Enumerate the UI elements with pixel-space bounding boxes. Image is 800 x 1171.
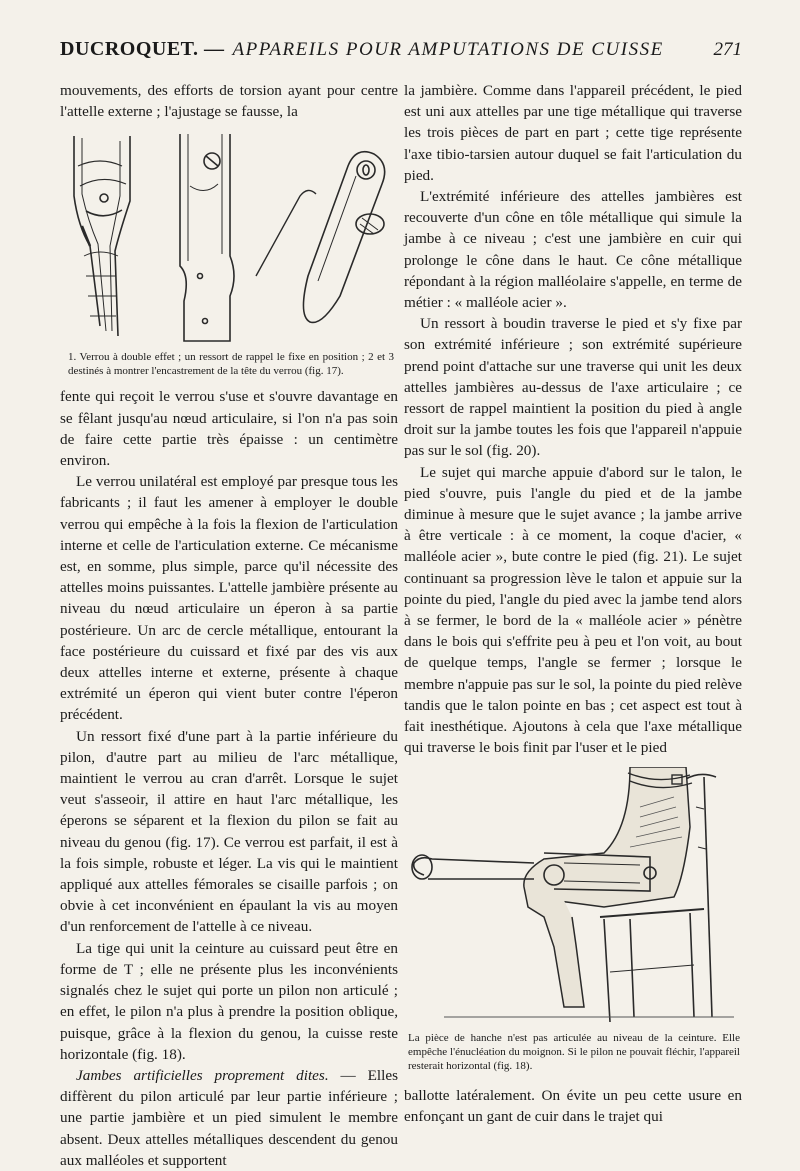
- right-column: [404, 80, 742, 1125]
- paragraph-tige: La tige qui unit la ceinture au cuissard peut être en forme de T ; elle ne présente plus les inconvénients signalés chez le sujet qui porte un pilon non articulé ; en effet, le pilon n'a plus à prendre la position oblique, puisque, grâce à la flexion du genou, la cuisse reste horizontale (fig. 18).: [60, 939, 398, 1063]
- figure-seated-amputee: [404, 767, 742, 1027]
- verrou-part-2: [180, 134, 234, 341]
- paragraph-extremite: L'extrémité inférieure des attelles jambières est recouverte d'un cône en tôle métallique qui simule la jambe à ce niveau ; c'est une jambière en cuir qui prolonge le cône dans le haut. Ce cône métallique répondant à la région malléolaire s'appelle, en terme de métier : « malléole acier ».: [404, 188, 742, 312]
- shading-lines: [444, 797, 734, 1017]
- paragraph-intro: mouvements, des efforts de torsion ayant pour centre l'attelle externe ; l'ajustage se fausse, la: [60, 82, 398, 121]
- paragraph-jambes: [60, 1065, 398, 1171]
- header-title: APPAREILS POUR AMPUTATIONS DE CUISSE: [232, 39, 664, 60]
- verrou-part-1: [74, 136, 130, 336]
- page-number: 271: [713, 39, 742, 60]
- verrou-part-3: [256, 152, 385, 323]
- running-header: [60, 38, 742, 72]
- paragraph-fente: fente qui reçoit le verrou s'use et s'ouvre davantage en se fêlant jusqu'au nœud articulaire, si l'on n'a pas soin de faire cette partie très épaisse : un centimètre environ.: [60, 388, 398, 470]
- paragraph-jambes-text: — Elles diffèrent du pilon articulé par leur partie inférieure ; une partie jambière et un pied simulent le membre absent. Deux attelles métalliques descendent du genou aux malléoles et supportent: [60, 1066, 398, 1169]
- section-title-jambes: Jambes artificielles proprement dites.: [76, 1066, 329, 1084]
- paragraph-ballotte: ballotte latéralement. On évite un peu cette usure en enfonçant un gant de cuir dans le trajet qui: [404, 1086, 742, 1125]
- verrou-illustration: [60, 126, 398, 348]
- paragraph-jambiere: la jambière. Comme dans l'appareil précédent, le pied est uni aux attelles par une tige métallique qui traverse les trois pièces de part en part ; cette tige représente l'axe tibio-tarsien autour duquel se fait l'articulation du pied.: [404, 82, 742, 184]
- left-column: [60, 80, 398, 1169]
- paragraph-verrou: Le verrou unilatéral est employé par presque tous les fabricants ; il faut les amener à employer le double verrou qui empêche à la fois la flexion de l'articulation interne et celle de l'articulation externe. Ce mécanisme est, en somme, plus simple, parce qu'il nécessite des attelles moins puissantes. L'attelle jambière présente au niveau du nœud articulaire un éperon à sa partie postérieure. Un arc de cercle métallique, entourant la face postérieure du cuissard et fixé par des vis aux deux attelles interne et externe, présente à chaque extrémité un éperon qui vient buter contre l'éperon précédent.: [60, 473, 398, 724]
- header-author: DUCROQUET. —: [60, 38, 225, 60]
- figure1-caption: 1. Verrou à double effet ; un ressort de rappel le fixe en position ; 2 et 3 destinés à montrer l'encastrement de la tête du verrou (fig. 17).: [68, 351, 394, 378]
- seated-figure-illustration: [404, 767, 742, 1027]
- figure-verrou-double-effet: [60, 126, 398, 348]
- paragraph-boudin: Un ressort à boudin traverse le pied et s'y fixe par son extrémité inférieure ; son extrémité supérieure prend point d'attache sur une traverse qui unit les deux attelles jambières au-dessus de l'axe articulaire ; ce ressort de rappel maintient la position du pied à angle droit sur la jambe toutes les fois que l'appareil n'appuie pas sur le sol (fig. 20).: [404, 315, 742, 460]
- paragraph-sujet: Le sujet qui marche appuie d'abord sur le talon, le pied s'ouvre, puis l'angle du pied et de la jambe diminue à mesure que le sujet avance ; la jambe arrive à être verticale : à ce moment, la coque d'acier, « malléole acier », bute contre le pied (fig. 21). Le sujet continuant sa progression lève le talon et appuie sur la pointe du pied, l'angle du pied avec la jambe tend alors à se fermer, le bord de la « malléole acier » pénètre dans le bois qui s'effrite peu à peu et l'on voit, au bout de quelque temps, l'angle se fermer ; lorsque le membre n'appuie pas sur le sol, la pointe du pied relève tandis que le talon pointe en bas ; cet aspect est tout à fait inesthétique. Ajoutons à cela que l'axe métallique qui traverse le bois finit par l'user et le pied: [404, 463, 742, 757]
- figure2-caption: La pièce de hanche n'est pas articulée au niveau de la ceinture. Elle empêche l'énucléation du moignon. Si le pilon ne pouvait fléchir, l'appareil resterait horizontal (fig. 18).: [408, 1031, 740, 1072]
- paragraph-ressort: Un ressort fixé d'une part à la partie inférieure du pilon, d'autre part au milieu de l'arc métallique, maintient le verrou au cran d'arrêt. Lorsque le sujet veut s'asseoir, il attire en haut l'arc métallique, les éperons se séparent et la flexion du pilon se fait au niveau du genou (fig. 17). Ce verrou est parfait, il est à la fois simple, robuste et léger. La vis qui le maintient appliqué aux attelles fémorales se cisaille parfois ; on obvie à cet inconvénient en épaulant la vis au moyen d'un renforcement de l'attelle à ce niveau.: [60, 727, 398, 936]
